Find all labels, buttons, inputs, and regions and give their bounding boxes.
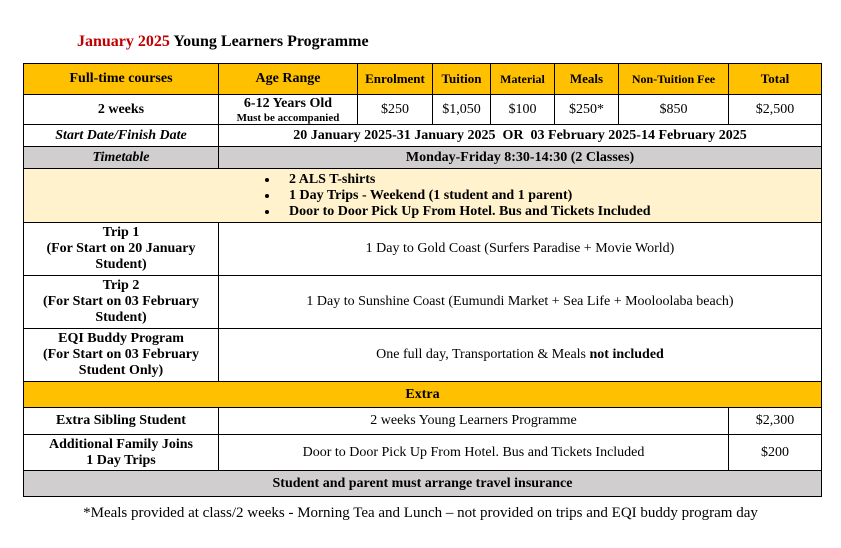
insurance-note: Student and parent must arrange travel insurance — [24, 471, 822, 497]
trip1-title: Trip 1 — [102, 225, 140, 240]
header-material: Material — [491, 64, 555, 95]
sibling-row — [24, 408, 822, 435]
course-meals: $250* — [555, 95, 619, 125]
header-course: Full-time courses — [24, 64, 219, 95]
page-title — [77, 33, 369, 51]
family-price: $200 — [729, 435, 822, 471]
course-total: $2,500 — [729, 95, 822, 125]
inclusion-item: • 2 ALS T-shirts — [279, 172, 819, 188]
timetable-row — [24, 147, 822, 169]
family-sub: 1 Day Trips — [86, 452, 156, 468]
buddy-value — [219, 329, 822, 382]
trip2-cond: (For Start on 03 February — [42, 294, 200, 309]
buddy-label — [24, 329, 219, 382]
buddy-value-bold: not included — [589, 347, 664, 362]
trip1-value: 1 Day to Gold Coast (Surfers Paradise + Movie World) — [219, 223, 822, 276]
age-range: 6-12 Years Old — [243, 95, 333, 111]
buddy-cond-end: Student Only) — [78, 363, 164, 378]
header-age: Age Range — [219, 64, 358, 95]
sibling-value: 2 weeks Young Learners Programme — [219, 408, 729, 435]
family-label — [24, 435, 219, 471]
header-tuition: Tuition — [433, 64, 491, 95]
inclusion-item: • Door to Door Pick Up From Hotel. Bus and Tickets Included — [279, 204, 819, 220]
header-total: Total — [729, 64, 822, 95]
sibling-price: $2,300 — [729, 408, 822, 435]
timetable-label: Timetable — [24, 147, 219, 169]
title-rest: Young Learners Programme — [173, 33, 369, 50]
buddy-row — [24, 329, 822, 382]
dates-label: Start Date/Finish Date — [24, 125, 219, 147]
family-title: Additional Family Joins — [49, 436, 193, 452]
course-duration: 2 weeks — [24, 95, 219, 125]
family-value: Door to Door Pick Up From Hotel. Bus and Tickets Included — [219, 435, 729, 471]
dates-value: 20 January 2025-31 January 2025 OR 03 February 2025-14 February 2025 — [219, 125, 822, 147]
course-non-tuition: $850 — [619, 95, 729, 125]
course-age — [219, 95, 358, 125]
buddy-title: EQI Buddy Program — [58, 331, 184, 346]
course-tuition: $1,050 — [433, 95, 491, 125]
extra-row — [24, 382, 822, 408]
header-enrolment: Enrolment — [358, 64, 433, 95]
trip2-row — [24, 276, 822, 329]
title-year: January 2025 — [77, 33, 170, 50]
trip2-cond-end: Student) — [95, 310, 147, 325]
dates-row — [24, 125, 822, 147]
trip1-label — [24, 223, 219, 276]
inclusion-item: • 1 Day Trips - Weekend (1 student and 1 parent) — [279, 188, 819, 204]
inclusions-list — [26, 172, 819, 220]
programme-table — [23, 63, 822, 497]
buddy-cond: (For Start on 03 February — [42, 347, 200, 362]
header-meals: Meals — [555, 64, 619, 95]
header-row — [24, 64, 822, 95]
trip1-row — [24, 223, 822, 276]
family-row — [24, 435, 822, 471]
trip2-title: Trip 2 — [102, 278, 140, 293]
course-row — [24, 95, 822, 125]
extra-header: Extra — [24, 382, 822, 408]
inclusions-row — [24, 169, 822, 223]
trip1-cond-end: Student) — [95, 257, 147, 272]
inclusions-cell — [24, 169, 822, 223]
header-non-tuition: Non-Tuition Fee — [619, 64, 729, 95]
age-note: Must be accompanied — [236, 111, 340, 124]
sibling-label: Extra Sibling Student — [24, 408, 219, 435]
trip2-value: 1 Day to Sunshine Coast (Eumundi Market + Sea Life + Mooloolaba beach) — [219, 276, 822, 329]
footnote: *Meals provided at class/2 weeks - Morning Tea and Lunch – not provided on trips and EQI buddy program day — [83, 505, 758, 521]
course-enrolment: $250 — [358, 95, 433, 125]
trip1-cond: (For Start on 20 January — [46, 241, 196, 256]
course-material: $100 — [491, 95, 555, 125]
insurance-row — [24, 471, 822, 497]
timetable-value: Monday-Friday 8:30-14:30 (2 Classes) — [219, 147, 822, 169]
buddy-value-text: One full day, Transportation & Meals — [376, 347, 590, 362]
trip2-label — [24, 276, 219, 329]
